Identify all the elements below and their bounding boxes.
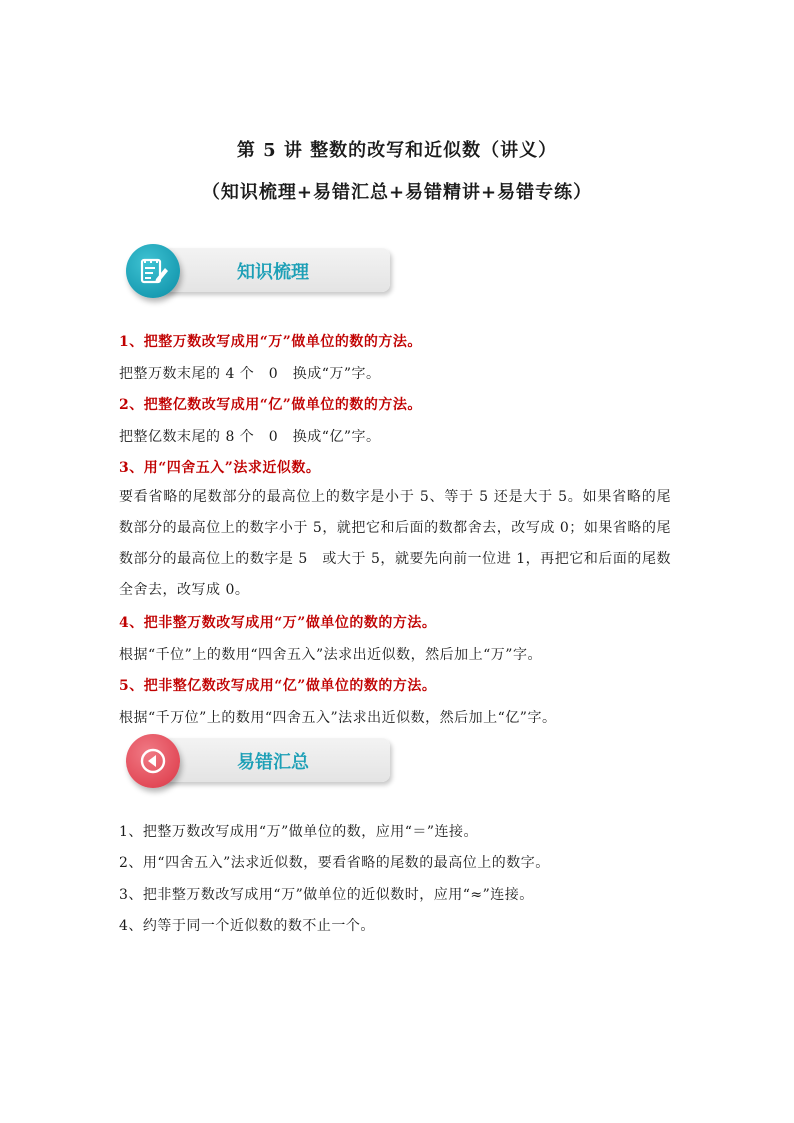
banner-circle (126, 734, 180, 788)
play-back-icon (126, 734, 180, 788)
error-item-4: 4、约等于同一个近似数的数不止一个。 (119, 918, 375, 934)
knowledge-heading-1: 1、把整万数改写成用“万”做单位的数的方法。 (119, 334, 422, 350)
page-subtitle: （知识梳理+易错汇总+易错精讲+易错专练） (201, 182, 593, 203)
knowledge-heading-5: 5、把非整亿数改写成用“亿”做单位的数的方法。 (119, 678, 437, 694)
knowledge-heading-4: 4、把非整万数改写成用“万”做单位的数的方法。 (119, 615, 437, 631)
knowledge-text-1: 把整万数末尾的 4 个 0 换成“万”字。 (119, 366, 381, 382)
knowledge-text-4: 根据“千位”上的数用“四舍五入”法求出近似数，然后加上“万”字。 (119, 647, 542, 663)
error-item-1: 1、把整万数改写成用“万”做单位的数，应用“＝”连接。 (119, 824, 479, 840)
knowledge-heading-3: 3、用“四舍五入”法求近似数。 (119, 460, 321, 476)
knowledge-text-5: 根据“千万位”上的数用“四舍五入”法求出近似数，然后加上“亿”字。 (119, 710, 557, 726)
section-banner-knowledge (118, 246, 390, 296)
banner-label: 易错汇总 (237, 752, 309, 773)
knowledge-text-2: 把整亿数末尾的 8 个 0 换成“亿”字。 (119, 429, 381, 445)
banner-circle (126, 244, 180, 298)
notepad-pen-icon (126, 244, 180, 298)
error-item-3: 3、把非整万数改写成用“万”做单位的近似数时，应用“≈”连接。 (119, 887, 534, 903)
error-item-2: 2、用“四舍五入”法求近似数，要看省略的尾数的最高位上的数字。 (119, 855, 550, 871)
knowledge-heading-2: 2、把整亿数改写成用“亿”做单位的数的方法。 (119, 397, 422, 413)
page-title: 第 5 讲 整数的改写和近似数（讲义） (236, 140, 558, 161)
knowledge-text-3: 要看省略的尾数部分的最高位上的数字是小于 5、等于 5 还是大于 5。如果省略的尾数部分的最高位上的数字小于 5，就把它和后面的数都舍去，改写成 0；如果省略的尾数部分的最高位上的数字是 5 或大于 5，就要先向前一位进 1，再把它和后面的尾数全舍去，改写成 0。 (119, 489, 671, 598)
banner-label: 知识梳理 (237, 262, 309, 283)
section-banner-errors (118, 736, 390, 786)
